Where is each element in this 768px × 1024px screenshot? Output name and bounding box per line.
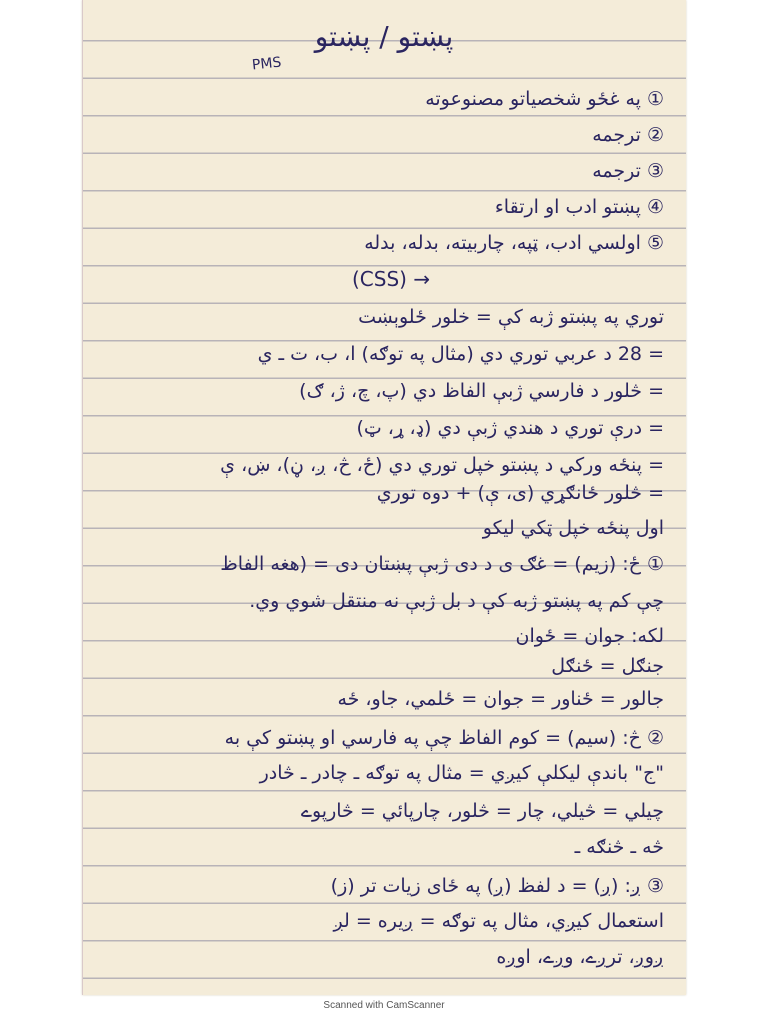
note-line: جالور = ځناور = جوان = ځلمي، جاو، ځه [337, 688, 664, 710]
note-line: څه ـ څنګه ـ [574, 836, 664, 858]
note-line: ږوږ، ترږے، وږے، اوږه [496, 946, 664, 968]
note-line: = 28 د عربي توري دي (مثال په توګه) ا، ب، ت ـ ي [257, 343, 664, 365]
note-line: اول پنځه خپل ټکي لیکو [482, 517, 664, 539]
note-line: "ج" باندې لیکلې کیږي = مثال په توګه ـ چادر ـ څادر [259, 762, 664, 784]
outline-item: ② ترجمه [592, 124, 664, 146]
note-line: = پنځه ورکي د پښتو خپل توري دي (ځ، څ، ږ، ڼ)، ښ، ې [220, 454, 664, 476]
section-marker: (CSS) → [352, 267, 431, 291]
margin-line [82, 0, 83, 995]
note-line: چیلي = څیلي، چار = څلور، چارپائي = څارپوے [300, 800, 664, 822]
note-line: ① ځ: (زیم) = غګ ی د دی ژبې پښتان دی = (هغه الفاظ [220, 553, 664, 575]
note-line: استعمال کیږي، مثال په توګه = ږیره = لږ [333, 910, 664, 932]
note-line: = درې توري د هندي ژبې دي (ډ، ړ، ټ) [356, 417, 664, 439]
note-line: = څلور د فارسي ژبې الفاظ دي (پ، چ، ژ، ګ) [299, 380, 664, 402]
outline-item: ③ ترجمه [592, 160, 664, 182]
note-line: چې کم په پښتو ژبه کې د بل ژبې نه منتقل شوي وي. [249, 590, 664, 612]
pms-tag: PMS [251, 54, 283, 74]
note-line: لکه: جوان = ځوان [515, 625, 664, 647]
note-line: ③ ږ: (ږ) = د لفظ (ږ) په ځای زیات تر (ز) [330, 875, 664, 897]
scanner-footer: Scanned with CamScanner [323, 1000, 445, 1011]
note-line: توري په پښتو ژبه کې = خلور ځلوېښت [358, 306, 664, 328]
outline-item: ① په غځو شخصیاتو مصنوعوته [425, 88, 664, 110]
notebook-page [82, 0, 686, 995]
outline-item: ④ پښتو ادب او ارتقاء [494, 196, 664, 218]
outline-item: ⑤ اولسي ادب، ټپه، چاربیته، بدله، بدله [364, 232, 664, 254]
page-title: پښتو / پښتو [314, 20, 454, 53]
note-line: ② څ: (سیم) = کوم الفاظ چې په فارسي او پښتو کې به [224, 727, 664, 749]
note-line: = څلور ځانګړي (ی، ې) + دوه توري [376, 482, 664, 504]
note-line: جنګل = ځنګل [551, 655, 664, 677]
